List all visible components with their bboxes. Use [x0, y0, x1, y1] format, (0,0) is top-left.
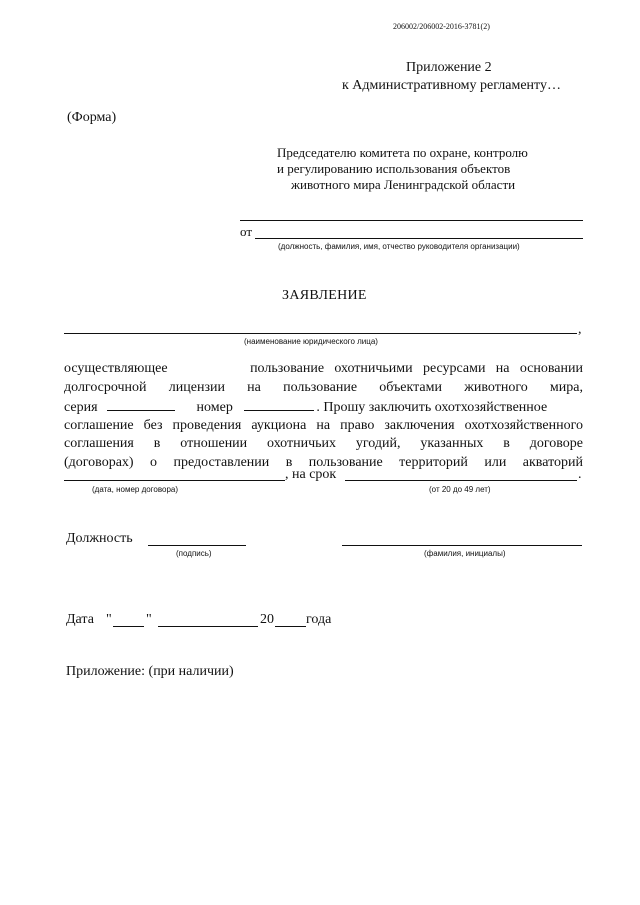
- entity-name-blank[interactable]: [64, 333, 577, 334]
- date-year-suffix: года: [306, 612, 332, 627]
- date-quote-close: ": [146, 612, 152, 627]
- entity-comma: ,: [578, 322, 582, 337]
- signature-caption: (подпись): [176, 549, 212, 558]
- body-end-period: .: [578, 467, 582, 482]
- body-line-3: серия номер . Прошу заключить охотхозяйственное: [64, 400, 548, 415]
- body-line-6: (договорах) о предоставлении в пользование территорий или акваторий: [64, 455, 583, 470]
- addressee-line-1: Председателю комитета по охране, контролю: [277, 145, 528, 160]
- year-blank[interactable]: [275, 626, 306, 627]
- body-line-5: соглашения в отношении охотничьих угодий, указанных в договоре: [64, 436, 583, 451]
- body-line-1: осуществляющее пользование охотничьими ресурсами на основании: [64, 361, 583, 376]
- appendix-number: Приложение 2: [406, 60, 492, 75]
- document-id: 206002/206002-2016-3781(2): [393, 22, 490, 31]
- contract-caption: (дата, номер договора): [92, 485, 179, 494]
- addressee-line-2: и регулированию использования объектов: [277, 161, 511, 176]
- series-blank[interactable]: [107, 399, 175, 411]
- addressee-line-3: животного мира Ленинградской области: [291, 177, 516, 192]
- contract-blank[interactable]: [64, 480, 285, 481]
- day-blank[interactable]: [113, 626, 144, 627]
- from-blank-line-2[interactable]: [255, 238, 583, 239]
- name-blank[interactable]: [342, 545, 582, 546]
- from-caption: (должность, фамилия, имя, отчество руководителя организации): [278, 242, 520, 251]
- date-quote-open: ": [106, 612, 112, 627]
- signature-blank[interactable]: [148, 545, 246, 546]
- date-label: Дата: [66, 612, 94, 627]
- term-label: , на срок: [285, 467, 337, 482]
- position-label: Должность: [66, 531, 133, 546]
- body-line-2: долгосрочной лицензии на пользование объектами животного мира,: [64, 380, 583, 395]
- term-caption: (от 20 до 49 лет): [429, 485, 491, 494]
- body-line-4: соглашение без проведения аукциона на право заключения охотхозяйственного: [64, 418, 583, 433]
- date-century: 20: [260, 612, 274, 627]
- document-title: ЗАЯВЛЕНИЕ: [282, 288, 367, 303]
- number-blank[interactable]: [244, 399, 314, 411]
- attachment-note: Приложение: (при наличии): [66, 664, 234, 679]
- term-blank[interactable]: [345, 480, 577, 481]
- entity-caption: (наименование юридического лица): [244, 337, 378, 346]
- appendix-regulation: к Административному регламенту…: [342, 78, 561, 93]
- from-prefix: от: [240, 224, 253, 239]
- name-caption: (фамилия, инициалы): [424, 549, 506, 558]
- from-blank-line-1[interactable]: [240, 220, 583, 221]
- form-label: (Форма): [67, 110, 117, 125]
- month-blank[interactable]: [158, 626, 258, 627]
